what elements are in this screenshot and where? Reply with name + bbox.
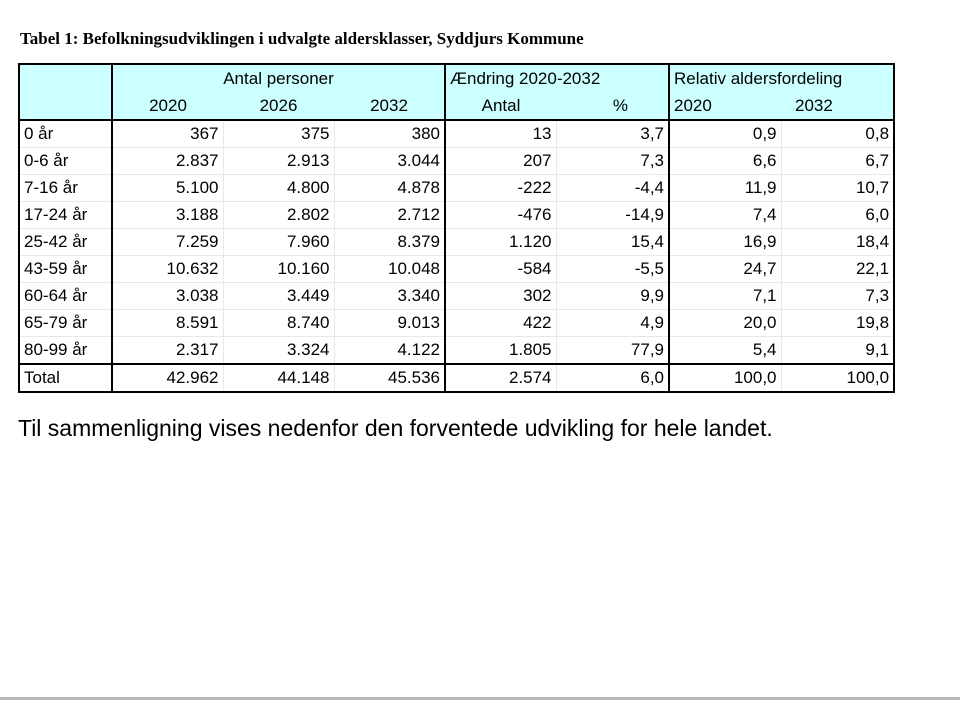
total-age-group: Total [19, 364, 112, 392]
cell-aendring-pct: 9,9 [556, 283, 669, 310]
cell-antal-2026: 2.802 [223, 202, 334, 229]
population-table [18, 63, 895, 393]
cell-relativ-2020: 7,1 [669, 283, 781, 310]
cell-antal-2032: 4.122 [334, 337, 445, 365]
group-header-antal-personer: Antal personer [112, 64, 445, 92]
cell-antal-2032: 3.340 [334, 283, 445, 310]
cell-aendring-antal: 422 [445, 310, 556, 337]
header-corner-lower [19, 92, 112, 120]
total-aendring-antal: 2.574 [445, 364, 556, 392]
cell-antal-2032: 4.878 [334, 175, 445, 202]
cell-antal-2026: 4.800 [223, 175, 334, 202]
table-total-row [19, 364, 894, 392]
cell-relativ-2020: 6,6 [669, 148, 781, 175]
cell-relativ-2032: 6,0 [781, 202, 894, 229]
cell-age-group: 0-6 år [19, 148, 112, 175]
cell-antal-2032: 3.044 [334, 148, 445, 175]
cell-aendring-antal: -222 [445, 175, 556, 202]
cell-antal-2032: 9.013 [334, 310, 445, 337]
table-row [19, 202, 894, 229]
cell-aendring-antal: 302 [445, 283, 556, 310]
total-relativ-2020: 100,0 [669, 364, 781, 392]
table-row [19, 337, 894, 365]
table-title: Tabel 1: Befolkningsudviklingen i udvalgte aldersklasser, Syddjurs Kommune [20, 29, 584, 48]
cell-aendring-antal: 207 [445, 148, 556, 175]
cell-aendring-antal: 13 [445, 120, 556, 148]
cell-aendring-pct: -14,9 [556, 202, 669, 229]
table-row [19, 256, 894, 283]
cell-aendring-pct: 15,4 [556, 229, 669, 256]
cell-aendring-pct: -4,4 [556, 175, 669, 202]
cell-relativ-2020: 7,4 [669, 202, 781, 229]
cell-relativ-2020: 5,4 [669, 337, 781, 365]
sub-header-2032: 2032 [334, 92, 445, 120]
cell-relativ-2020: 24,7 [669, 256, 781, 283]
cell-relativ-2020: 16,9 [669, 229, 781, 256]
cell-aendring-pct: 3,7 [556, 120, 669, 148]
sub-header-pct: % [556, 92, 669, 120]
cell-relativ-2020: 11,9 [669, 175, 781, 202]
cell-antal-2020: 3.188 [112, 202, 223, 229]
cell-antal-2020: 10.632 [112, 256, 223, 283]
cell-aendring-pct: -5,5 [556, 256, 669, 283]
cell-antal-2026: 3.449 [223, 283, 334, 310]
total-antal-2026: 44.148 [223, 364, 334, 392]
cell-relativ-2032: 9,1 [781, 337, 894, 365]
cell-antal-2026: 2.913 [223, 148, 334, 175]
cell-age-group: 60-64 år [19, 283, 112, 310]
cell-antal-2026: 10.160 [223, 256, 334, 283]
cell-antal-2032: 2.712 [334, 202, 445, 229]
cell-antal-2032: 380 [334, 120, 445, 148]
cell-aendring-antal: -476 [445, 202, 556, 229]
cell-relativ-2032: 10,7 [781, 175, 894, 202]
sub-header-row [19, 92, 894, 120]
table-row [19, 148, 894, 175]
total-aendring-pct: 6,0 [556, 364, 669, 392]
cell-antal-2020: 2.837 [112, 148, 223, 175]
cell-relativ-2032: 18,4 [781, 229, 894, 256]
cell-age-group: 43-59 år [19, 256, 112, 283]
comparison-text: Til sammenligning vises nedenfor den forventede udvikling for hele landet. [18, 415, 773, 441]
cell-relativ-2020: 0,9 [669, 120, 781, 148]
cell-antal-2020: 8.591 [112, 310, 223, 337]
footer-divider [0, 697, 960, 700]
cell-relativ-2032: 7,3 [781, 283, 894, 310]
table-row [19, 229, 894, 256]
table-row [19, 310, 894, 337]
sub-header-2026: 2026 [223, 92, 334, 120]
cell-age-group: 17-24 år [19, 202, 112, 229]
sub-header-rel-2032: 2032 [781, 92, 894, 120]
cell-antal-2020: 2.317 [112, 337, 223, 365]
cell-aendring-pct: 7,3 [556, 148, 669, 175]
cell-antal-2026: 3.324 [223, 337, 334, 365]
total-antal-2020: 42.962 [112, 364, 223, 392]
cell-relativ-2020: 20,0 [669, 310, 781, 337]
group-header-relativ: Relativ aldersfordeling [669, 64, 894, 92]
sub-header-rel-2020: 2020 [669, 92, 781, 120]
cell-relativ-2032: 22,1 [781, 256, 894, 283]
cell-relativ-2032: 0,8 [781, 120, 894, 148]
cell-antal-2032: 8.379 [334, 229, 445, 256]
cell-age-group: 0 år [19, 120, 112, 148]
cell-aendring-antal: 1.805 [445, 337, 556, 365]
cell-aendring-antal: -584 [445, 256, 556, 283]
cell-age-group: 7-16 år [19, 175, 112, 202]
cell-age-group: 65-79 år [19, 310, 112, 337]
cell-antal-2020: 3.038 [112, 283, 223, 310]
cell-aendring-antal: 1.120 [445, 229, 556, 256]
header-corner [19, 64, 112, 92]
group-header-aendring: Ændring 2020-2032 [445, 64, 669, 92]
cell-antal-2020: 5.100 [112, 175, 223, 202]
cell-relativ-2032: 6,7 [781, 148, 894, 175]
sub-header-2020: 2020 [112, 92, 223, 120]
cell-antal-2026: 375 [223, 120, 334, 148]
cell-antal-2020: 367 [112, 120, 223, 148]
table-row [19, 175, 894, 202]
group-header-row [19, 64, 894, 92]
total-antal-2032: 45.536 [334, 364, 445, 392]
cell-age-group: 25-42 år [19, 229, 112, 256]
table-row [19, 283, 894, 310]
cell-aendring-pct: 77,9 [556, 337, 669, 365]
total-relativ-2032: 100,0 [781, 364, 894, 392]
cell-antal-2026: 8.740 [223, 310, 334, 337]
sub-header-antal: Antal [445, 92, 556, 120]
cell-age-group: 80-99 år [19, 337, 112, 365]
table-row [19, 120, 894, 148]
cell-relativ-2032: 19,8 [781, 310, 894, 337]
cell-antal-2032: 10.048 [334, 256, 445, 283]
population-table-container [18, 63, 893, 387]
cell-aendring-pct: 4,9 [556, 310, 669, 337]
cell-antal-2020: 7.259 [112, 229, 223, 256]
table-body [19, 120, 894, 392]
cell-antal-2026: 7.960 [223, 229, 334, 256]
